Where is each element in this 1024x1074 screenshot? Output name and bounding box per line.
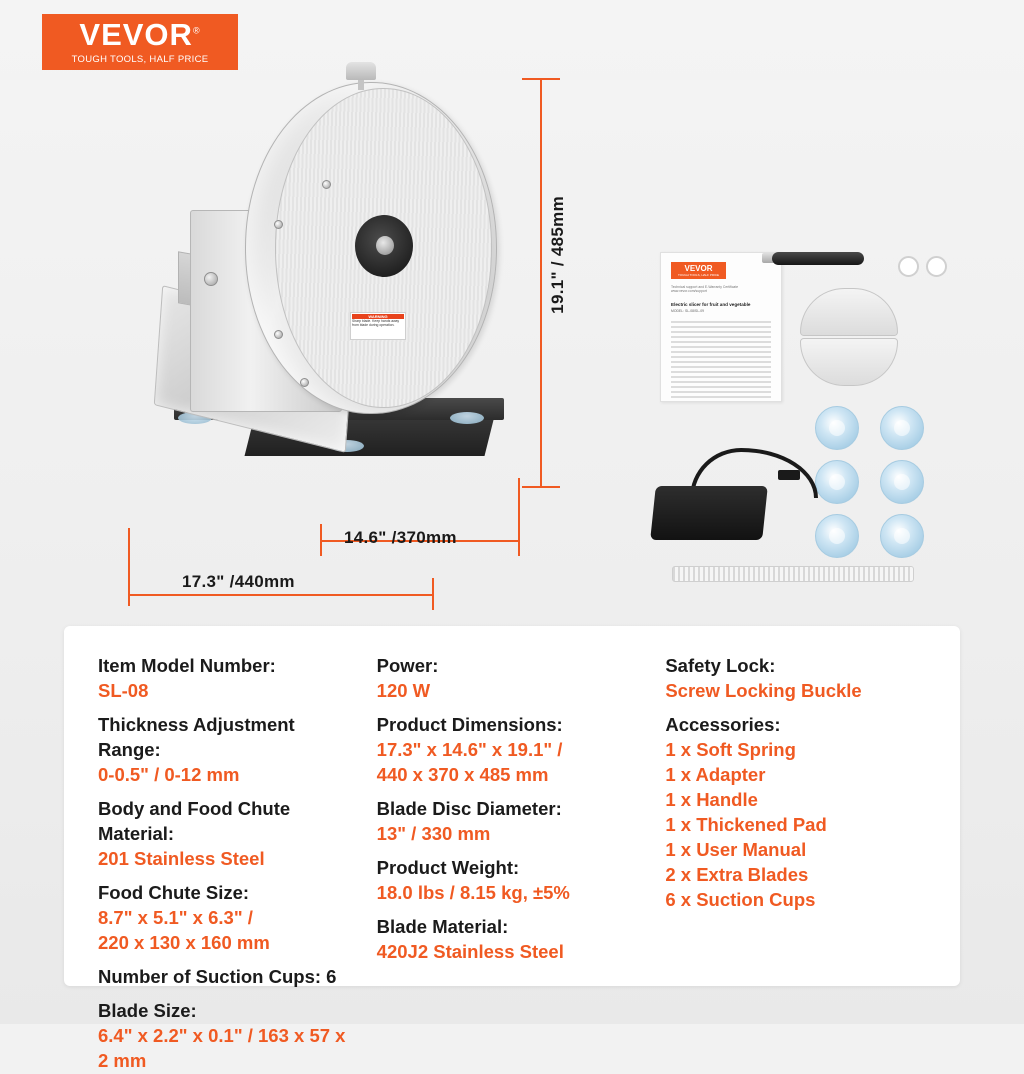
spec-label: Blade Disc Diameter: bbox=[376, 797, 562, 819]
manual-body-lines bbox=[671, 321, 771, 398]
spec-value: 420J2 Stainless Steel bbox=[376, 940, 564, 962]
spec-value: 8.7" x 5.1" x 6.3" / bbox=[98, 906, 253, 928]
spec-label: Thickness Adjustment Range: bbox=[98, 713, 295, 760]
spec-value: 120 W bbox=[376, 679, 431, 701]
spec-value: 1 x Thickened Pad bbox=[665, 813, 827, 835]
screw-icon bbox=[300, 378, 309, 387]
handle-accessory bbox=[772, 252, 864, 265]
screw-icon bbox=[274, 220, 283, 229]
spec-value: 2 x Extra Blades bbox=[665, 863, 809, 885]
spec-value: Screw Locking Buckle bbox=[665, 679, 862, 701]
spec-column-2 bbox=[359, 654, 638, 962]
suction-cup-icon bbox=[880, 406, 924, 450]
suction-cup-icon bbox=[815, 406, 859, 450]
spec-value: 1 x User Manual bbox=[665, 838, 807, 860]
dim-height-line bbox=[540, 78, 542, 488]
logo-brand-text: VEVOR bbox=[79, 17, 193, 52]
spec-column-3 bbox=[637, 654, 926, 958]
manual-title: Electric slicer for fruit and vegetable bbox=[671, 302, 751, 307]
manual-support-note: Technical support and E-Warranty Certificate www.vevor.com/support bbox=[671, 285, 739, 293]
dim-depth-cap-right bbox=[518, 478, 520, 556]
extra-blade-1 bbox=[800, 288, 898, 336]
spec-label: Accessories: bbox=[665, 713, 781, 735]
spec-value: 1 x Soft Spring bbox=[665, 738, 796, 760]
screw-icon bbox=[274, 330, 283, 339]
logo-tagline: TOUGH TOOLS, HALF PRICE bbox=[71, 54, 209, 65]
dim-height-cap-top bbox=[522, 78, 560, 80]
specifications-card bbox=[64, 626, 960, 1071]
screw-locking-buckle-icon bbox=[346, 62, 376, 80]
spec-label: Item Model Number: bbox=[98, 655, 276, 676]
spec-value: 13" / 330 mm bbox=[376, 822, 491, 844]
manual-logo-text: VEVOR bbox=[684, 263, 713, 273]
spec-label: Product Dimensions: bbox=[376, 713, 563, 735]
dim-width-cap-left bbox=[128, 528, 130, 606]
spec-value: 6.4" x 2.2" x 0.1" / 163 x 57 x 2 mm bbox=[98, 1024, 346, 1071]
spec-value: 6 x Suction Cups bbox=[665, 888, 816, 910]
spec-column-1 bbox=[98, 654, 359, 1071]
thickness-knob-icon bbox=[204, 272, 218, 286]
spec-value: 17.3" x 14.6" x 19.1" / bbox=[376, 738, 563, 760]
spec-value: 220 x 130 x 160 mm bbox=[98, 931, 270, 953]
spec-label: Safety Lock: bbox=[665, 655, 776, 676]
manual-logo-tagline: TOUGH TOOLS, HALF PRICE bbox=[677, 272, 719, 277]
washer-icon bbox=[926, 256, 947, 277]
dim-depth-cap-left bbox=[320, 524, 322, 556]
washer-icon bbox=[898, 256, 919, 277]
spec-label: Food Chute Size: bbox=[98, 881, 250, 903]
spec-value: 201 Stainless Steel bbox=[98, 847, 265, 869]
user-manual bbox=[660, 252, 782, 402]
extra-blade-2 bbox=[800, 338, 898, 386]
spec-value: SL-08 bbox=[98, 679, 149, 701]
dim-height-label: 19.1" / 485mm bbox=[548, 196, 567, 314]
dim-height-cap-bottom bbox=[522, 486, 560, 488]
suction-cup-icon bbox=[815, 460, 859, 504]
dim-depth-label: 14.6" /370mm bbox=[344, 528, 457, 547]
dim-width-line bbox=[128, 594, 434, 596]
dim-width-cap-right bbox=[432, 578, 434, 610]
suction-cup-icon bbox=[815, 514, 859, 558]
power-adapter bbox=[650, 486, 768, 540]
dim-width-label: 17.3" /440mm bbox=[182, 572, 295, 591]
spec-label: Body and Food Chute Material: bbox=[98, 797, 291, 844]
spec-value: 1 x Adapter bbox=[665, 763, 766, 785]
suction-cup-icon bbox=[880, 514, 924, 558]
spec-label: Number of Suction Cups: 6 bbox=[98, 965, 337, 987]
product-illustration bbox=[150, 60, 570, 560]
adapter-plug bbox=[778, 470, 800, 480]
manual-logo bbox=[671, 262, 726, 279]
spec-label: Power: bbox=[376, 655, 439, 676]
spec-label: Blade Size: bbox=[98, 999, 197, 1021]
warning-label-title: WARNING bbox=[352, 314, 404, 319]
manual-model: MODEL: SL-08/SL-09 bbox=[671, 309, 704, 313]
warning-label bbox=[350, 312, 406, 340]
spec-label: Product Weight: bbox=[376, 856, 520, 878]
warning-label-body: Sharp blade. Keep hands away from blade during operation. bbox=[352, 319, 400, 328]
foot-right-icon bbox=[450, 412, 484, 424]
logo-registered-mark: ® bbox=[192, 25, 201, 36]
spec-value: 0-0.5" / 0-12 mm bbox=[98, 763, 240, 785]
screw-icon bbox=[322, 180, 331, 189]
spec-label: Blade Material: bbox=[376, 915, 509, 937]
disc-hub-center bbox=[376, 236, 394, 255]
spec-value: 440 x 370 x 485 mm bbox=[376, 763, 549, 785]
suction-cup-icon bbox=[880, 460, 924, 504]
spec-value: 18.0 lbs / 8.15 kg, ±5% bbox=[376, 881, 570, 903]
soft-spring-accessory bbox=[672, 566, 914, 582]
logo-wordmark bbox=[79, 19, 200, 50]
spec-value: 1 x Handle bbox=[665, 788, 758, 810]
